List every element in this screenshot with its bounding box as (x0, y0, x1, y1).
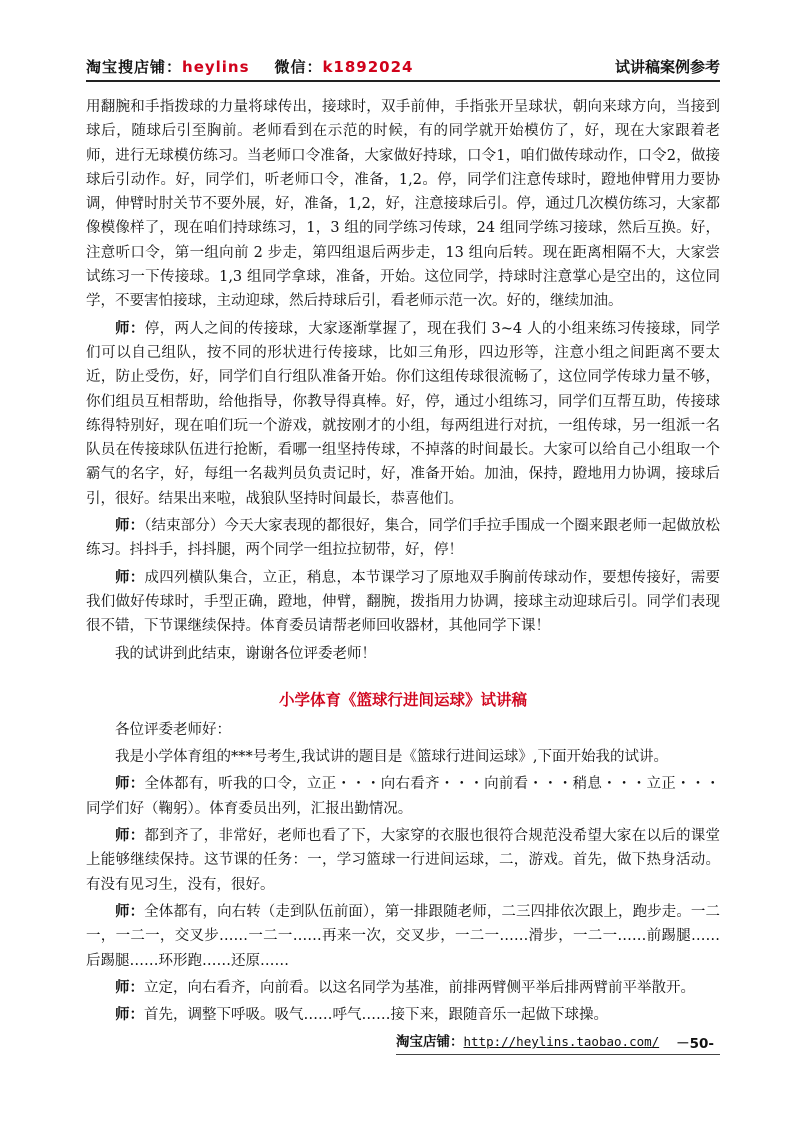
speaker-label: 师： (115, 827, 145, 845)
dialogue-paragraph (86, 772, 720, 821)
page-footer (396, 1030, 720, 1055)
footer-store-link[interactable]: http://heylins.taobao.com/ (463, 1034, 660, 1049)
speaker-label: 师： (115, 775, 145, 793)
header-title: 试讲稿案例参考 (614, 58, 720, 76)
dialogue-text: 全体都有，听我的口令，立正・・・向右看齐・・・向前看・・・稍息・・・立正・・・同学们好（鞠躬）。体育委员出列，汇报出勤情况。 (86, 776, 721, 817)
dialogue-paragraph (86, 976, 720, 1000)
dialogue-text: 全体都有，向右转（走到队伍前面），第一排跟随老师，二三四排依次跟上，跑步走。一二一，一二一，交叉步……一二一……再来一次，交叉步，一二一……滑步，一二一……前踢腿……后踢腿……环形跑……还原…… (86, 903, 721, 969)
speaker-label: 师： (115, 517, 145, 535)
dialogue-text: 成四列横队集合，立正，稍息，本节课学习了原地双手胸前传球动作，要想传接好，需要我们做好传球时，手型正确，蹬地，伸臂，翻腕，拨指用力协调，接球主动迎球后引。同学们表现很不错，下节课继续保持。体育委员请帮老师回收器材，其他同学下课！ (86, 569, 721, 635)
dialogue-paragraph (86, 514, 720, 563)
dialogue-text: 停，两人之间的传接球，大家逐渐掌握了，现在我们 3~4 人的小组来练习传接球，同学们可以自己组队，按不同的形状进行传接球，比如三角形，四边形等，注意小组之间距离不要太近，防止受伤，好，同学们自行组队准备开始。你们这组传球很流畅了，这位同学传球力量不够，你们组员互相帮助，给他指导，你教导得真棒。好，停，通过小组练习，同学们互帮互助，传接球练得特别好，现在咱们玩一个游戏，就按刚才的小组，每两组进行对抗，一组传球，另一组派一名队员在传接球队伍进行抢断，看哪一组坚持传球，不掉落的时间最长。大家可以给自己小组取一个霸气的名字，好，每组一名裁判员负责记时，好，准备开始。加油，保持，蹬地用力协调，接球后引，很好。结果出来啦，战狼队坚持时间最长，恭喜他们。 (86, 320, 720, 507)
header-store-label: 淘宝搜店铺： (86, 58, 183, 76)
dialogue-text: 我是小学体育组的***号考生,我试讲的题目是《篮球行进间运球》,下面开始我的试讲。 (115, 749, 668, 766)
header-wechat-id: k1892024 (322, 58, 414, 76)
dialogue-paragraph (86, 566, 720, 639)
greeting-paragraph (86, 718, 720, 742)
paragraph: 用翻腕和手指拨球的力量将球传出，接球时，双手前伸，手指张开呈球状，朝向来球方向，当接到球后，随球后引至胸前。老师看到在示范的时候，有的同学就开始模仿了，好，现在大家跟着老师，进行无球模仿练习。当老师口令准备，大家做好持球，口令1，咱们做传球动作，口令2，做接球后引动作。好，同学们，听老师口令，准备，1,2。停，同学们注意传球时，蹬地伸臂用力要协调，伸臂时肘关节不要外展，好，准备，1,2，好，注意接球后引。停，通过几次模仿练习，大家都像模像样了，现在咱们持球练习，1，3 组的同学练习传球，24 组同学练习接球，然后互换。好，注意听口令，第一组向前 2 步走，第四组退后两步走，13 组向后转。现在距离相隔不大，大家尝试练习一下传接球。1,3 组同学拿球，准备，开始。这位同学，持球时注意掌心是空出的，这位同学，不要害怕接球，主动迎球，然后持球后引，看老师示范一次。好的，继续加油。 (86, 99, 720, 310)
header-wechat-label: 微信： (274, 58, 323, 76)
header-store-name: heylins (182, 58, 250, 76)
speaker-label: 师： (115, 902, 145, 920)
speaker-label: 师： (115, 319, 145, 337)
document-body (86, 95, 720, 1030)
dialogue-paragraph (86, 900, 720, 973)
dialogue-text: 我的试讲到此结束，谢谢各位评委老师！ (115, 645, 376, 662)
speaker-label: 师： (115, 1006, 144, 1024)
footer-store-label: 淘宝店铺： (396, 1034, 464, 1050)
page-header (86, 54, 720, 82)
dialogue-text: 都到齐了，非常好，老师也看了下，大家穿的衣服也很符合规范没希望大家在以后的课堂上能够继续保持。这节课的任务：一，学习篮球一行进间运球，二，游戏。首先，做下热身活动。有没有见习生，没有，很好。 (86, 828, 721, 893)
section-title: 小学体育《篮球行进间运球》试讲稿 (278, 690, 527, 709)
dialogue-paragraph (86, 824, 720, 897)
dialogue-paragraph (86, 317, 720, 511)
dialogue-paragraph (86, 1003, 720, 1027)
dialogue-text: 各位评委老师好： (115, 721, 231, 738)
speaker-label: 师： (115, 568, 145, 586)
closing-paragraph (86, 642, 720, 666)
page-number: －50- (676, 1036, 714, 1052)
dialogue-text: 立定，向右看齐，向前看。以这名同学为基准，前排两臂侧平举后排两臂前平举散开。 (144, 979, 695, 996)
header-store-info (86, 56, 414, 77)
dialogue-text: （结束部分）今天大家表现的都很好，集合，同学们手拉手围成一个圈来跟老师一起做放松练习。抖抖手，抖抖腿，两个同学一组拉拉韧带，好，停！ (86, 518, 721, 559)
dialogue-text: 首先，调整下呼吸。吸气……呼气……接下来，跟随音乐一起做下球操。 (144, 1007, 608, 1024)
speaker-label: 师： (115, 978, 144, 996)
intro-paragraph (86, 745, 720, 769)
